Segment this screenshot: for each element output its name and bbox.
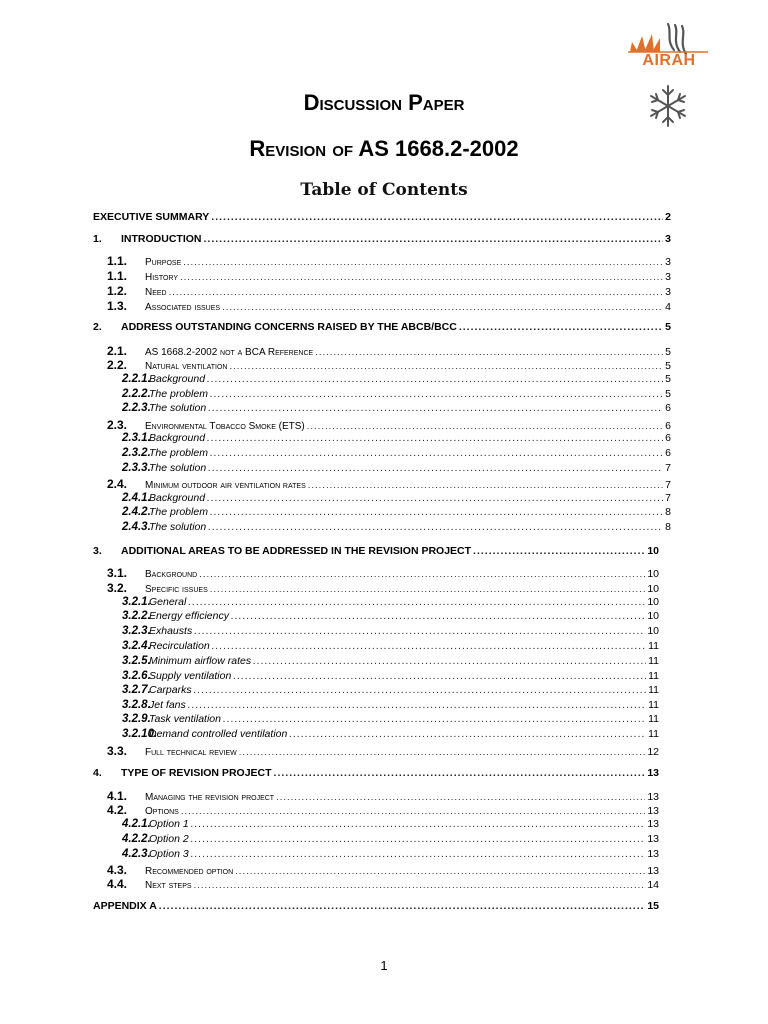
toc-entry-number: 3.2.8. <box>122 699 151 711</box>
toc-entry-page: 13 <box>647 833 659 845</box>
toc-entry-title: Background <box>149 492 206 504</box>
toc-entry-title: Minimum airflow rates <box>149 655 252 667</box>
toc-leader-dots <box>210 506 663 518</box>
toc-entry[interactable] <box>93 848 659 860</box>
toc-entry-page: 10 <box>647 568 659 580</box>
toc-entry-number: 2.4.2. <box>122 506 151 518</box>
toc-entry-number: 4.2. <box>107 803 128 817</box>
toc-entry-page: 11 <box>648 728 659 740</box>
toc-leader-dots <box>233 670 646 682</box>
toc-entry-page: 11 <box>648 699 659 711</box>
toc-entry-page: 8 <box>665 506 671 518</box>
toc-entry[interactable] <box>93 388 671 400</box>
toc-entry-page: 15 <box>647 900 659 912</box>
toc-leader-dots <box>231 610 645 622</box>
toc-leader-dots <box>194 684 646 696</box>
toc-entry[interactable] <box>93 418 671 432</box>
toc-entry-number: 1.3. <box>107 299 128 313</box>
toc-entry-page: 6 <box>665 420 671 432</box>
toc-entry[interactable] <box>93 803 659 817</box>
toc-entry-number: 3.2.9. <box>122 713 151 725</box>
toc-entry-number: 2.2. <box>107 358 128 372</box>
toc-entry-page: 13 <box>647 791 659 803</box>
toc-entry-number: 4.4. <box>107 877 128 891</box>
toc-entry-title: History <box>145 272 179 283</box>
toc-entry-number: 2.4.3. <box>122 521 151 533</box>
toc-entry-title: Background <box>145 569 198 580</box>
toc-entry[interactable] <box>93 713 659 725</box>
toc-entry[interactable] <box>93 269 671 283</box>
toc-entry-number: 3.2.2. <box>122 610 151 622</box>
toc-entry[interactable] <box>93 744 659 758</box>
toc-entry-title: AS 1668.2-2002 not a BCA Reference <box>145 347 314 358</box>
toc-entry-page: 10 <box>647 583 659 595</box>
toc-entry[interactable] <box>93 625 659 637</box>
toc-entry-number: 4.3. <box>107 863 128 877</box>
toc-entry[interactable] <box>93 254 671 268</box>
toc-leader-dots <box>188 699 646 711</box>
toc-entry-title: Full technical review <box>145 747 237 758</box>
toc-leader-dots <box>239 747 646 758</box>
toc-entry-page: 11 <box>648 640 659 652</box>
toc-entry[interactable] <box>93 321 671 333</box>
toc-entry-page: 7 <box>665 479 671 491</box>
toc-entry-number: 2.1. <box>107 344 128 358</box>
toc-entry-page: 3 <box>665 256 671 268</box>
toc-entry-title: Purpose <box>145 257 182 268</box>
toc-leader-dots <box>207 492 663 504</box>
document-subtitle: Revision of AS 1668.2-2002 <box>249 136 519 161</box>
toc-entry-page: 3 <box>665 286 671 298</box>
toc-entry-title: The problem <box>149 388 208 400</box>
toc-entry[interactable] <box>93 566 659 580</box>
toc-entry-number: 3.2. <box>107 581 128 595</box>
toc-entry[interactable] <box>93 233 671 245</box>
toc-entry-number: 4.2.1. <box>122 818 151 830</box>
toc-entry-title: APPENDIX A <box>93 900 157 912</box>
toc-leader-dots <box>159 900 646 912</box>
toc-leader-dots <box>207 432 663 444</box>
toc-entry-page: 11 <box>648 670 659 682</box>
toc-entry[interactable] <box>93 728 659 740</box>
toc-entry-page: 6 <box>665 402 671 414</box>
airah-logo <box>622 22 714 140</box>
toc-entry[interactable] <box>93 818 659 830</box>
toc-entry-page: 5 <box>665 346 671 358</box>
page-number: 1 <box>380 958 388 973</box>
toc-entry-number: 3.2.10. <box>122 728 158 740</box>
toc-entry-title: Minimum outdoor air ventilation rates <box>145 480 306 491</box>
toc-leader-dots <box>211 211 663 223</box>
toc-leader-dots <box>208 402 663 414</box>
toc-entry[interactable] <box>93 610 659 622</box>
toc-leader-dots <box>194 880 646 891</box>
toc-entry-page: 11 <box>648 655 659 667</box>
toc-entry[interactable] <box>93 492 671 504</box>
toc-entry[interactable] <box>93 373 671 385</box>
toc-entry[interactable] <box>93 877 659 891</box>
toc-entry-title: Specific issues <box>145 584 208 595</box>
toc-entry[interactable] <box>93 684 659 696</box>
toc-entry-title: Energy efficiency <box>149 610 229 622</box>
toc-entry-number: 2.3.3. <box>122 462 151 474</box>
toc-entry-number: 4.1. <box>107 789 128 803</box>
toc-leader-dots <box>169 287 664 298</box>
toc-entry-page: 12 <box>647 746 659 758</box>
toc-entry-page: 13 <box>647 805 659 817</box>
toc-entry-title: Background <box>149 373 206 385</box>
toc-entry[interactable] <box>93 462 671 474</box>
toc-entry-number: 3.2.4. <box>122 640 151 652</box>
toc-leader-dots <box>188 596 645 608</box>
toc-entry-number: 4. <box>93 767 102 779</box>
toc-entry-number: 2.2.3. <box>122 402 151 414</box>
toc-entry[interactable] <box>93 545 659 557</box>
toc-leader-dots <box>199 569 645 580</box>
toc-entry[interactable] <box>93 506 671 518</box>
toc-entry-page: 13 <box>647 767 659 779</box>
toc-entry[interactable] <box>93 477 671 491</box>
toc-entry-number: 3.1. <box>107 566 128 580</box>
toc-entry-page: 6 <box>665 447 671 459</box>
toc-entry-number: 1. <box>93 233 102 245</box>
toc-entry-title: Recirculation <box>149 640 210 652</box>
toc-entry[interactable] <box>93 596 659 608</box>
toc-entry[interactable] <box>93 358 671 372</box>
toc-entry-title: INTRODUCTION <box>121 233 202 245</box>
toc-entry[interactable] <box>93 863 659 877</box>
toc-entry-number: 4.2.3. <box>122 848 151 860</box>
toc-leader-dots <box>204 233 664 245</box>
toc-entry-page: 13 <box>647 865 659 877</box>
toc-entry-title: Demand controlled ventilation <box>149 728 288 740</box>
toc-entry-number: 1.1. <box>107 254 128 268</box>
toc-entry-title: Option 1 <box>149 818 189 830</box>
toc-leader-dots <box>222 302 663 313</box>
toc-leader-dots <box>315 347 663 358</box>
toc-entry-number: 2.3. <box>107 418 128 432</box>
toc-leader-dots <box>210 447 663 459</box>
toc-leader-dots <box>208 521 663 533</box>
toc-entry-number: 2.4. <box>107 477 128 491</box>
document-title: Discussion Paper <box>303 90 465 115</box>
toc-entry-title: Option 2 <box>149 833 189 845</box>
toc-entry[interactable] <box>93 640 659 652</box>
toc-entry-title: Carparks <box>149 684 192 696</box>
toc-entry[interactable] <box>93 581 659 595</box>
logo-wordmark: AIRAH <box>642 52 696 69</box>
toc-entry-page: 10 <box>647 625 659 637</box>
toc-entry-page: 2 <box>665 211 671 223</box>
toc-leader-dots <box>223 713 646 725</box>
toc-entry-title: The solution <box>149 402 207 414</box>
toc-leader-dots <box>194 625 645 637</box>
toc-leader-dots <box>183 257 663 268</box>
toc-entry-title: EXECUTIVE SUMMARY <box>93 211 210 223</box>
toc-leader-dots <box>181 806 645 817</box>
toc-heading: Table of Contents <box>300 180 468 200</box>
toc-entry-number: 1.1. <box>107 269 128 283</box>
toc-entry-number: 2.2.1. <box>122 373 151 385</box>
toc-entry-number: 3.2.6. <box>122 670 151 682</box>
toc-leader-dots <box>207 373 663 385</box>
toc-entry-title: Environmental Tobacco Smoke (ETS) <box>145 421 305 432</box>
toc-leader-dots <box>208 462 663 474</box>
toc-leader-dots <box>210 584 646 595</box>
toc-entry-number: 3.3. <box>107 744 128 758</box>
toc-entry-number: 2.3.2. <box>122 447 151 459</box>
toc-entry-title: Exhausts <box>149 625 193 637</box>
toc-leader-dots <box>210 388 663 400</box>
toc-entry-page: 13 <box>647 818 659 830</box>
toc-entry-number: 3.2.1. <box>122 596 151 608</box>
toc-entry-title: Managing the revision project <box>145 792 275 803</box>
toc-leader-dots <box>459 321 663 333</box>
toc-entry-page: 10 <box>647 545 659 557</box>
toc-entry[interactable] <box>93 900 659 912</box>
toc-entry-number: 3.2.5. <box>122 655 151 667</box>
toc-entry-page: 5 <box>665 373 671 385</box>
toc-entry[interactable] <box>93 789 659 803</box>
toc-entry-page: 4 <box>665 301 671 313</box>
toc-entry[interactable] <box>93 699 659 711</box>
toc-entry-title: The solution <box>149 521 207 533</box>
toc-entry-title: General <box>149 596 187 608</box>
toc-leader-dots <box>473 545 645 557</box>
toc-entry[interactable] <box>93 402 671 414</box>
toc-entry-title: TYPE OF REVISION PROJECT <box>121 767 272 779</box>
toc-entry-title: Natural ventilation <box>145 361 228 372</box>
toc-entry-page: 10 <box>647 596 659 608</box>
toc-entry[interactable] <box>93 447 671 459</box>
toc-entry[interactable] <box>93 521 671 533</box>
toc-leader-dots <box>274 767 646 779</box>
toc-entry-page: 5 <box>665 388 671 400</box>
toc-leader-dots <box>276 792 645 803</box>
toc-entry-number: 2.3.1. <box>122 432 151 444</box>
toc-entry-title: Option 3 <box>149 848 189 860</box>
toc-entry-page: 14 <box>647 879 659 891</box>
toc-entry-title: The problem <box>149 447 208 459</box>
toc-leader-dots <box>289 728 646 740</box>
toc-entry[interactable] <box>93 211 671 223</box>
toc-entry-number: 3.2.3. <box>122 625 151 637</box>
toc-entry-number: 3. <box>93 545 102 557</box>
toc-leader-dots <box>307 421 663 432</box>
toc-entry-number: 3.2.7. <box>122 684 151 696</box>
toc-entry-title: The solution <box>149 462 207 474</box>
toc-leader-dots <box>235 866 645 877</box>
toc-entry-number: 2.2.2. <box>122 388 151 400</box>
toc-entry-number: 2. <box>93 321 102 333</box>
toc-entry-title: ADDITIONAL AREAS TO BE ADDRESSED IN THE REVISION PROJECT <box>121 545 472 557</box>
toc-entry-page: 5 <box>665 360 671 372</box>
toc-entry-page: 8 <box>665 521 671 533</box>
toc-entry[interactable] <box>93 299 671 313</box>
toc-entry-page: 7 <box>665 492 671 504</box>
toc-leader-dots <box>191 818 646 830</box>
toc-entry-title: Supply ventilation <box>149 670 232 682</box>
toc-entry-page: 10 <box>647 610 659 622</box>
toc-entry-title: Recommended option <box>145 866 234 877</box>
toc-leader-dots <box>229 361 663 372</box>
toc-entry-page: 7 <box>665 462 671 474</box>
toc-entry-number: 2.4.1. <box>122 492 151 504</box>
toc-entry[interactable] <box>93 670 659 682</box>
toc-entry-page: 5 <box>665 321 671 333</box>
toc-leader-dots <box>212 640 646 652</box>
toc-entry-title: Options <box>145 806 179 817</box>
toc-entry-page: 6 <box>665 432 671 444</box>
toc-entry[interactable] <box>93 344 671 358</box>
toc-entry-page: 3 <box>665 233 671 245</box>
toc-entry-title: Jet fans <box>149 699 186 711</box>
toc-entry-page: 3 <box>665 271 671 283</box>
toc-entry-title: Background <box>149 432 206 444</box>
toc-entry-title: Task ventilation <box>149 713 221 725</box>
toc-entry[interactable] <box>93 432 671 444</box>
toc-entry-title: The problem <box>149 506 208 518</box>
toc-entry-page: 13 <box>647 848 659 860</box>
toc-entry-title: ADDRESS OUTSTANDING CONCERNS RAISED BY THE ABCB/BCC <box>121 321 457 333</box>
toc-entry-title: Need <box>145 287 167 298</box>
toc-leader-dots <box>191 833 646 845</box>
toc-entry-number: 4.2.2. <box>122 833 151 845</box>
toc-entry[interactable] <box>93 284 671 298</box>
toc-leader-dots <box>253 655 646 667</box>
toc-entry-page: 11 <box>648 684 659 696</box>
toc-leader-dots <box>308 480 663 491</box>
toc-leader-dots <box>180 272 663 283</box>
toc-entry-title: Next steps <box>145 880 192 891</box>
toc-entry[interactable] <box>93 767 659 779</box>
toc-entry[interactable] <box>93 833 659 845</box>
toc-leader-dots <box>191 848 646 860</box>
toc-entry-page: 11 <box>648 713 659 725</box>
toc-entry[interactable] <box>93 655 659 667</box>
toc-entry-title: Associated issues <box>145 302 221 313</box>
toc-entry-number: 1.2. <box>107 284 128 298</box>
